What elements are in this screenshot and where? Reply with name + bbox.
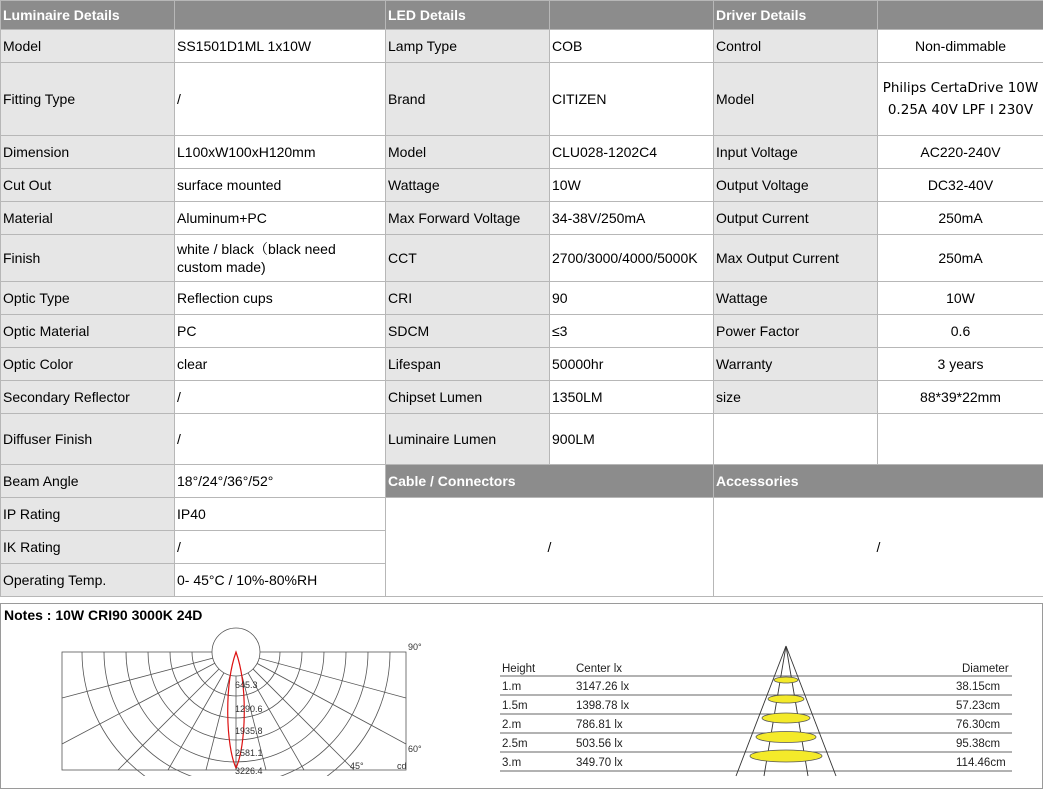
- row-value: 0.6: [878, 315, 1043, 348]
- accessories-value: /: [714, 498, 1043, 597]
- row-value: surface mounted: [175, 169, 386, 202]
- row-value: SS1501D1ML 1x10W: [175, 30, 386, 63]
- col-header-center: Center lx: [576, 663, 622, 675]
- header-blank: [878, 1, 1043, 30]
- cable-connectors-header: Cable / Connectors: [386, 465, 714, 498]
- row-value: Reflection cups: [175, 282, 386, 315]
- col-header-diameter: Diameter: [962, 663, 1009, 675]
- row-label: size: [714, 381, 878, 414]
- row-label: Input Voltage: [714, 136, 878, 169]
- row-label: Luminaire Lumen: [386, 414, 550, 465]
- row-label: Output Voltage: [714, 169, 878, 202]
- empty-cell: [714, 414, 878, 465]
- beam-spot: [750, 750, 822, 762]
- luminaire-details-header: Luminaire Details: [1, 1, 175, 30]
- unit-label: cd: [397, 761, 407, 771]
- led-details-header: LED Details: [386, 1, 550, 30]
- center-cell: 503.56 lx: [576, 738, 623, 750]
- angle-label: 60°: [408, 744, 422, 754]
- diameter-cell: 114.46cm: [956, 757, 1006, 769]
- row-label: CCT: [386, 235, 550, 282]
- angle-label: 90°: [408, 642, 422, 652]
- driver-details-header: Driver Details: [714, 1, 878, 30]
- row-label: Max Forward Voltage: [386, 202, 550, 235]
- diameter-cell: 38.15cm: [956, 681, 1000, 693]
- row-label: Wattage: [714, 282, 878, 315]
- center-cell: 786.81 lx: [576, 719, 623, 731]
- row-value: clear: [175, 348, 386, 381]
- row-value: /: [175, 63, 386, 136]
- row-value: DC32-40V: [878, 169, 1043, 202]
- row-label: Optic Type: [1, 282, 175, 315]
- cable-value: /: [386, 498, 714, 597]
- row-value: 18°/24°/36°/52°: [175, 465, 386, 498]
- polar-distribution-diagram: [56, 626, 436, 776]
- row-value: 2700/3000/4000/5000K: [550, 235, 714, 282]
- row-label: Material: [1, 202, 175, 235]
- row-label: IK Rating: [1, 531, 175, 564]
- row-label: Max Output Current: [714, 235, 878, 282]
- row-label: Diffuser Finish: [1, 414, 175, 465]
- row-value: 50000hr: [550, 348, 714, 381]
- ring-label: 645.3: [235, 680, 258, 690]
- empty-cell: [878, 414, 1043, 465]
- row-label: Model: [1, 30, 175, 63]
- row-label: CRI: [386, 282, 550, 315]
- beam-spot: [756, 732, 816, 743]
- height-cell: 3.m: [502, 757, 521, 769]
- row-value: 88*39*22mm: [878, 381, 1043, 414]
- row-value: 90: [550, 282, 714, 315]
- row-label: Warranty: [714, 348, 878, 381]
- ring-label: 1290.6: [235, 704, 263, 714]
- row-value: 250mA: [878, 202, 1043, 235]
- row-value: 10W: [550, 169, 714, 202]
- row-label: SDCM: [386, 315, 550, 348]
- row-value: COB: [550, 30, 714, 63]
- row-value: Non-dimmable: [878, 30, 1043, 63]
- row-label: Output Current: [714, 202, 878, 235]
- height-cell: 2.5m: [502, 738, 528, 750]
- diameter-cell: 57.23cm: [956, 700, 1000, 712]
- row-label: Finish: [1, 235, 175, 282]
- center-cell: 3147.26 lx: [576, 681, 629, 693]
- row-value: 34-38V/250mA: [550, 202, 714, 235]
- row-value: white / black（black need custom made): [175, 235, 386, 282]
- row-value: CLU028-1202C4: [550, 136, 714, 169]
- col-header-height: Height: [502, 663, 536, 675]
- row-label: Fitting Type: [1, 63, 175, 136]
- center-cell: 349.70 lx: [576, 757, 623, 769]
- height-cell: 1.5m: [502, 700, 528, 712]
- row-label: Optic Color: [1, 348, 175, 381]
- row-label: Optic Material: [1, 315, 175, 348]
- row-value: L100xW100xH120mm: [175, 136, 386, 169]
- row-value: CITIZEN: [550, 63, 714, 136]
- accessories-header: Accessories: [714, 465, 1043, 498]
- row-label: Model: [714, 63, 878, 136]
- row-value: /: [175, 381, 386, 414]
- row-value: PC: [175, 315, 386, 348]
- row-value: 250mA: [878, 235, 1043, 282]
- beam-spot: [768, 695, 804, 703]
- row-value: 900LM: [550, 414, 714, 465]
- ring-label: 1935.8: [235, 726, 263, 736]
- row-value: 10W: [878, 282, 1043, 315]
- angle-label: 45°: [350, 761, 364, 771]
- row-label: Power Factor: [714, 315, 878, 348]
- row-value: 3 years: [878, 348, 1043, 381]
- header-blank: [175, 1, 386, 30]
- beam-spot: [762, 713, 810, 723]
- row-label: Secondary Reflector: [1, 381, 175, 414]
- row-label: Model: [386, 136, 550, 169]
- row-label: Wattage: [386, 169, 550, 202]
- diameter-cell: 95.38cm: [956, 738, 1000, 750]
- height-cell: 1.m: [502, 681, 521, 693]
- row-value: /: [175, 531, 386, 564]
- ring-label: 3226.4: [235, 766, 263, 776]
- row-value: IP40: [175, 498, 386, 531]
- diameter-cell: 76.30cm: [956, 719, 1000, 731]
- row-label: Chipset Lumen: [386, 381, 550, 414]
- row-label: Cut Out: [1, 169, 175, 202]
- row-value: Philips CertaDrive 10W 0.25A 40V LPF I 230V: [878, 63, 1043, 136]
- beam-spot: [774, 677, 798, 683]
- notes-title: Notes : 10W CRI90 3000K 24D: [4, 607, 202, 623]
- ring-label: 2581.1: [235, 748, 263, 758]
- row-label: Control: [714, 30, 878, 63]
- row-value: 1350LM: [550, 381, 714, 414]
- row-label: Lifespan: [386, 348, 550, 381]
- row-value: AC220-240V: [878, 136, 1043, 169]
- row-value: Aluminum+PC: [175, 202, 386, 235]
- center-cell: 1398.78 lx: [576, 700, 629, 712]
- row-label: Lamp Type: [386, 30, 550, 63]
- row-label: Beam Angle: [1, 465, 175, 498]
- row-label: Brand: [386, 63, 550, 136]
- illuminance-diagram: [496, 642, 1016, 782]
- row-label: IP Rating: [1, 498, 175, 531]
- height-cell: 2.m: [502, 719, 521, 731]
- row-value: ≤3: [550, 315, 714, 348]
- notes-panel: [0, 603, 1043, 789]
- row-label: Operating Temp.: [1, 564, 175, 597]
- row-value: /: [175, 414, 386, 465]
- row-label: Dimension: [1, 136, 175, 169]
- row-value: 0- 45°C / 10%-80%RH: [175, 564, 386, 597]
- header-blank: [550, 1, 714, 30]
